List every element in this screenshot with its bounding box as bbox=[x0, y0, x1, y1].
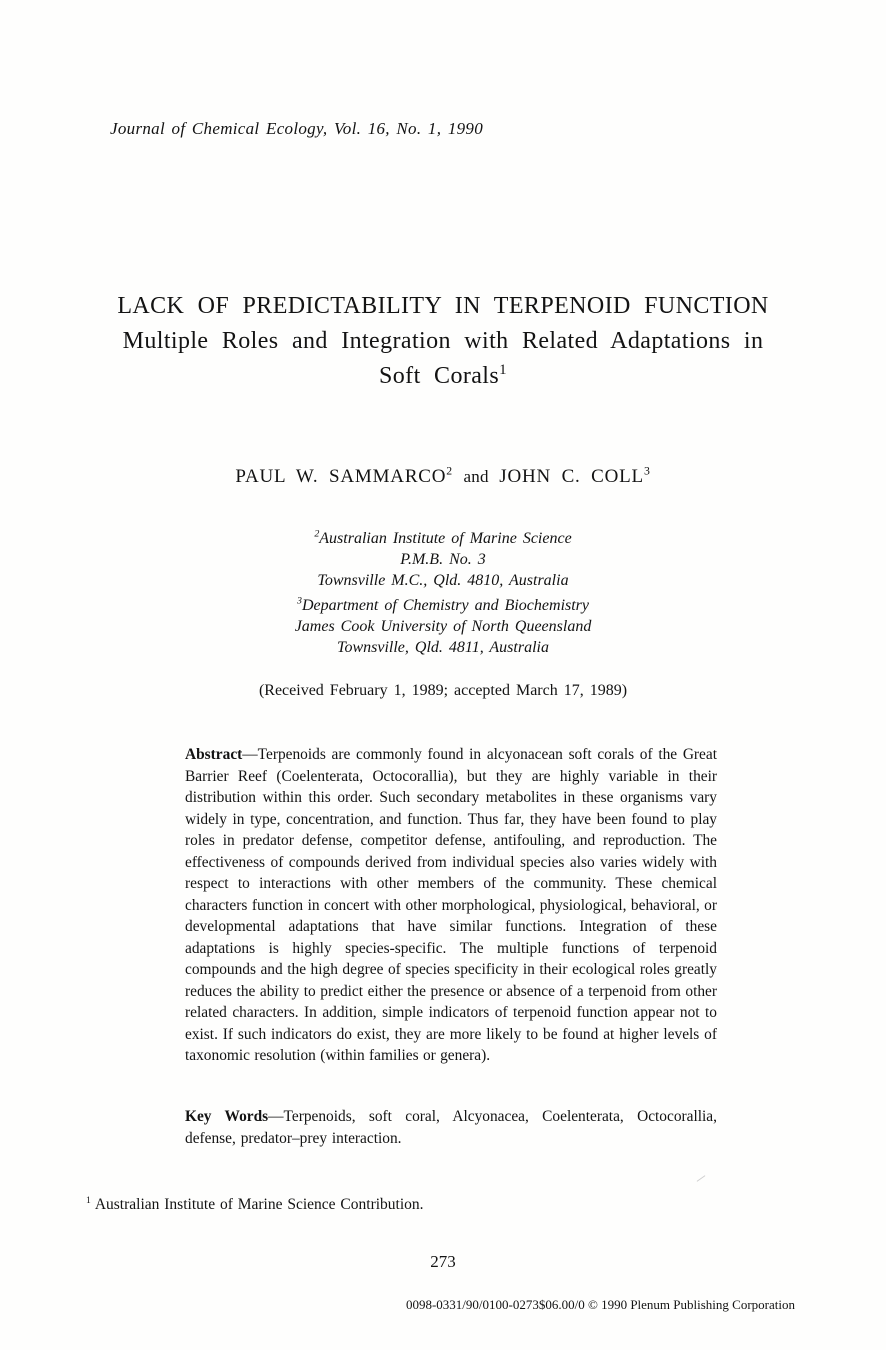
title-line-3 bbox=[0, 359, 886, 394]
title-line-2: Multiple Roles and Integration with Related Adaptations in bbox=[122, 328, 764, 354]
copyright-issn-line: 0098-0331/90/0100-0273$06.00/0 © 1990 Plenum Publishing Corporation bbox=[405, 1297, 795, 1312]
affiliation-2-line-3: Townsville, Qld. 4811, Australia bbox=[337, 639, 549, 656]
affiliation-2-marker: 3 bbox=[296, 595, 302, 607]
paper-title bbox=[0, 289, 886, 394]
affiliations-block bbox=[0, 528, 886, 658]
author-2-affiliation-marker: 3 bbox=[643, 464, 651, 478]
affiliation-2-institution: Department of Chemistry and Biochemistry bbox=[301, 597, 590, 614]
received-accepted-line: (Received February 1, 1989; accepted March 17, 1989) bbox=[258, 682, 628, 699]
author-2-name: JOHN C. COLL bbox=[499, 466, 644, 487]
abstract-label: Abstract bbox=[185, 746, 243, 763]
abstract-text: —Terpenoids are commonly found in alcyonacean soft corals of the Great Barrier Reef (Coelenterata, Octocorallia), but they are highly variable in their distribution within this order. Such secondary metabolites in these organisms vary widely in type, concentration, and function. Thus far, they have been found to play roles in predator defense, competitor defense, antifouling, and reproduction. The effectiveness of compounds derived from individual species also varies widely with respect to interactions with other members of the community. These chemical characters function in concert with other morphological, physiological, behavioral, or developmental adaptations that have similar functions. Integration of these adaptations is highly species-specific. The multiple functions of terpenoid compounds and the high degree of species specificity in their ecological roles greatly reduces the ability to predict either the presence or absence of a terpenoid from other related characters. In addition, simple indicators of terpenoid function appear not to exist. If such indicators do exist, they are more likely to be found at higher levels of taxonomic resolution (within families or genera). bbox=[185, 746, 717, 1064]
authors-line bbox=[0, 466, 886, 488]
title-line-3-text: Soft Corals bbox=[379, 363, 500, 389]
footnote-marker: 1 bbox=[86, 1194, 91, 1206]
affiliation-2 bbox=[0, 595, 886, 658]
affiliation-1-line-2: P.M.B. No. 3 bbox=[400, 551, 486, 568]
journal-header: Journal of Chemical Ecology, Vol. 16, No. 1, 1990 bbox=[110, 119, 484, 138]
keywords bbox=[185, 1106, 717, 1150]
title-footnote-marker: 1 bbox=[499, 362, 507, 378]
author-1-affiliation-marker: 2 bbox=[446, 464, 453, 478]
affiliation-1-line-3: Townsville M.C., Qld. 4810, Australia bbox=[317, 572, 569, 589]
scan-artifact-mark bbox=[697, 1175, 706, 1182]
affiliation-1 bbox=[0, 528, 886, 591]
authors-connector: and bbox=[463, 467, 489, 486]
abstract bbox=[185, 744, 717, 1067]
contribution-footnote bbox=[86, 1196, 424, 1214]
affiliation-1-institution: Australian Institute of Marine Science bbox=[319, 530, 572, 547]
affiliation-1-line-1 bbox=[0, 528, 886, 549]
keywords-text: —Terpenoids, soft coral, Alcyonacea, Coelenterata, Octocorallia, defense, predator–prey interaction. bbox=[185, 1108, 717, 1147]
affiliation-2-line-1 bbox=[0, 595, 886, 616]
keywords-label: Key Words bbox=[185, 1108, 269, 1125]
page-number: 273 bbox=[430, 1252, 456, 1271]
affiliation-1-marker: 2 bbox=[314, 528, 320, 540]
affiliation-2-line-2: James Cook University of North Queensland bbox=[294, 618, 592, 635]
author-1-name: PAUL W. SAMMARCO bbox=[235, 466, 447, 487]
footnote-text: Australian Institute of Marine Science Contribution. bbox=[94, 1196, 424, 1213]
title-line-1: LACK OF PREDICTABILITY IN TERPENOID FUNCTION bbox=[117, 293, 769, 319]
